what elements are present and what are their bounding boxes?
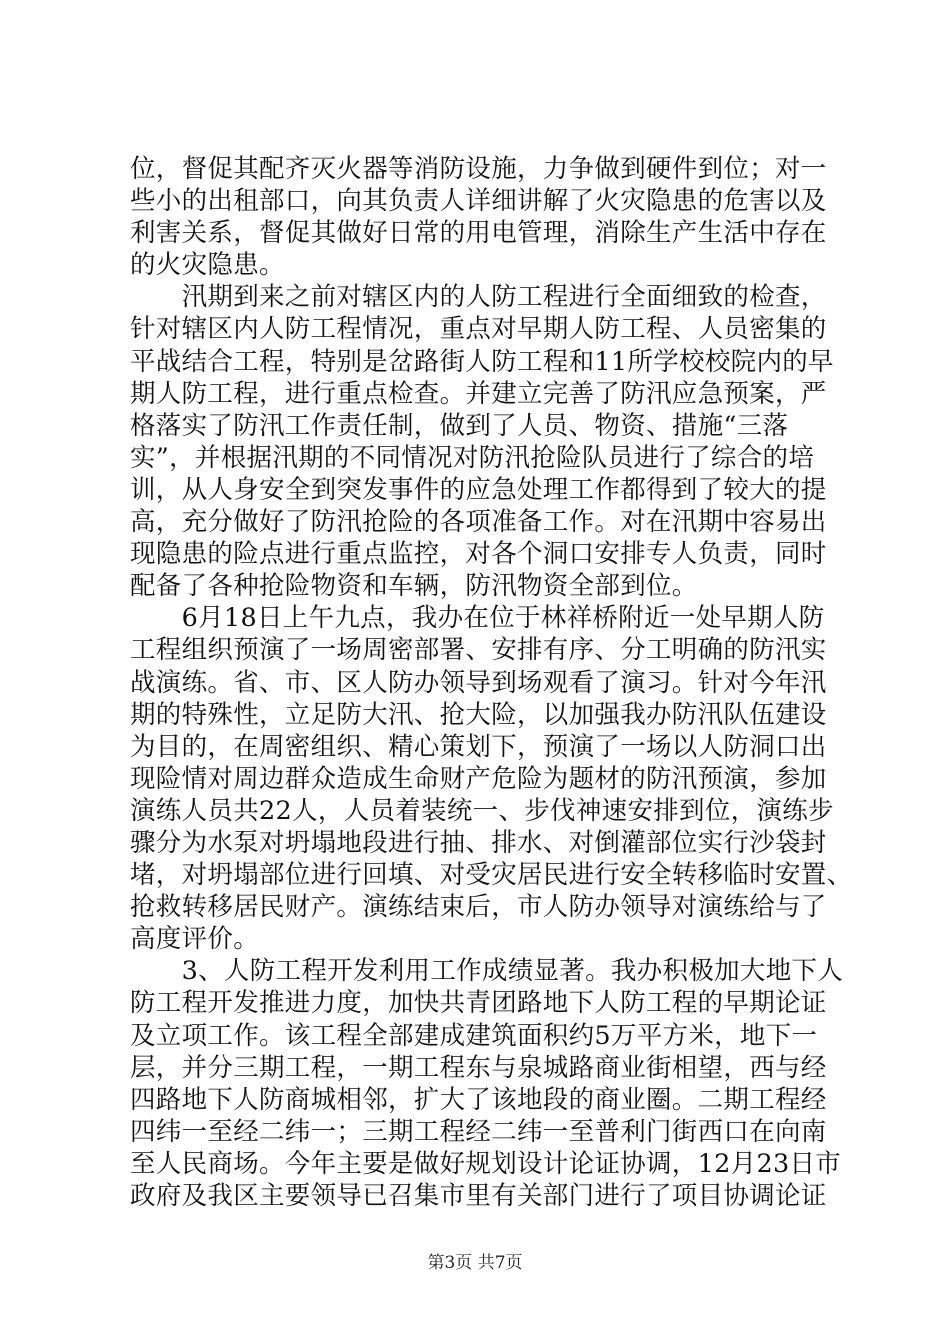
- text-line: 为目的，在周密组织、精心策划下，预演了一场以人防洞口出: [130, 731, 827, 762]
- text-line: 期的特殊性，立足防大汛、抢大险，以加强我办防汛队伍建设: [130, 699, 827, 730]
- text-line: 四路地下人防商城相邻，扩大了该地段的商业圈。二期工程经: [130, 1084, 827, 1115]
- text-line: 现险情对周边群众造成生命财产危险为题材的防汛预演，参加: [130, 763, 827, 794]
- text-line: 汛期到来之前对辖区内的人防工程进行全面细致的检查，: [130, 282, 827, 313]
- text-line: 至人民商场。今年主要是做好规划设计论证协调，12月23日市: [130, 1148, 842, 1179]
- text-line: 及立项工作。该工程全部建成建筑面积约5万平方米，地下一: [130, 1020, 818, 1051]
- text-line: 现隐患的险点进行重点监控，对各个洞口安排专人负责，同时: [130, 539, 827, 570]
- text-line: 些小的出租部口，向其负责人详细讲解了火灾隐患的危害以及: [130, 186, 827, 217]
- text-line: 利害关系，督促其做好日常的用电管理，消除生产生活中存在: [130, 218, 827, 249]
- text-line: 训，从人身安全到突发事件的应急处理工作都得到了较大的提: [130, 474, 827, 505]
- text-line: 配备了各种抢险物资和车辆，防汛物资全部到位。: [130, 571, 698, 602]
- text-line: 四纬一至经二纬一；三期工程经二纬一至普利门街西口在向南: [130, 1116, 827, 1147]
- text-line: 堵，对坍塌部位进行回填、对受灾居民进行安全转移临时安置、: [130, 860, 853, 891]
- text-line: 格落实了防汛工作责任制，做到了人员、物资、措施“三落: [130, 410, 789, 441]
- text-line: 期人防工程，进行重点检查。并建立完善了防汛应急预案，严: [130, 378, 827, 409]
- text-line: 3、人防工程开发利用工作成绩显著。我办积极加大地下人: [130, 956, 844, 987]
- text-line: 高，充分做好了防汛抢险的各项准备工作。对在汛期中容易出: [130, 507, 827, 538]
- text-line: 骤分为水泵对坍塌地段进行抽、排水、对倒灌部位实行沙袋封: [130, 827, 827, 858]
- text-line: 演练人员共22人，人员着装统一、步伐神速安排到位，演练步: [130, 795, 834, 826]
- text-line: 高度评价。: [130, 924, 260, 955]
- document-body: [130, 153, 853, 1212]
- text-line: 位，督促其配齐灭火器等消防设施，力争做到硬件到位；对一: [130, 154, 827, 184]
- text-line: 的火灾隐患。: [130, 250, 285, 281]
- text-line: 工程组织预演了一场周密部署、安排有序、分工明确的防汛实: [130, 635, 827, 666]
- text-line: 针对辖区内人防工程情况，重点对早期人防工程、人员密集的: [130, 314, 827, 345]
- text-line: 战演练。省、市、区人防办领导到场观看了演习。针对今年汛: [130, 667, 827, 698]
- text-line: 防工程开发推进力度，加快共青团路地下人防工程的早期论证: [130, 988, 827, 1019]
- text-line: 平战结合工程，特别是岔路街人防工程和11所学校校院内的早: [130, 346, 834, 377]
- text-line: 实”，并根据汛期的不同情况对防汛抢险队员进行了综合的培: [130, 442, 815, 473]
- text-line: 抢救转移居民财产。演练结束后，市人防办领导对演练给与了: [130, 892, 827, 923]
- text-line: 政府及我区主要领导已召集市里有关部门进行了项目协调论证: [130, 1181, 827, 1211]
- page-footer: 第3页 共7页: [427, 1253, 523, 1273]
- text-line: 层，并分三期工程，一期工程东与泉城路商业街相望，西与经: [130, 1052, 827, 1083]
- text-line: 6月18日上午九点，我办在位于林祥桥附近一处早期人防: [130, 603, 825, 634]
